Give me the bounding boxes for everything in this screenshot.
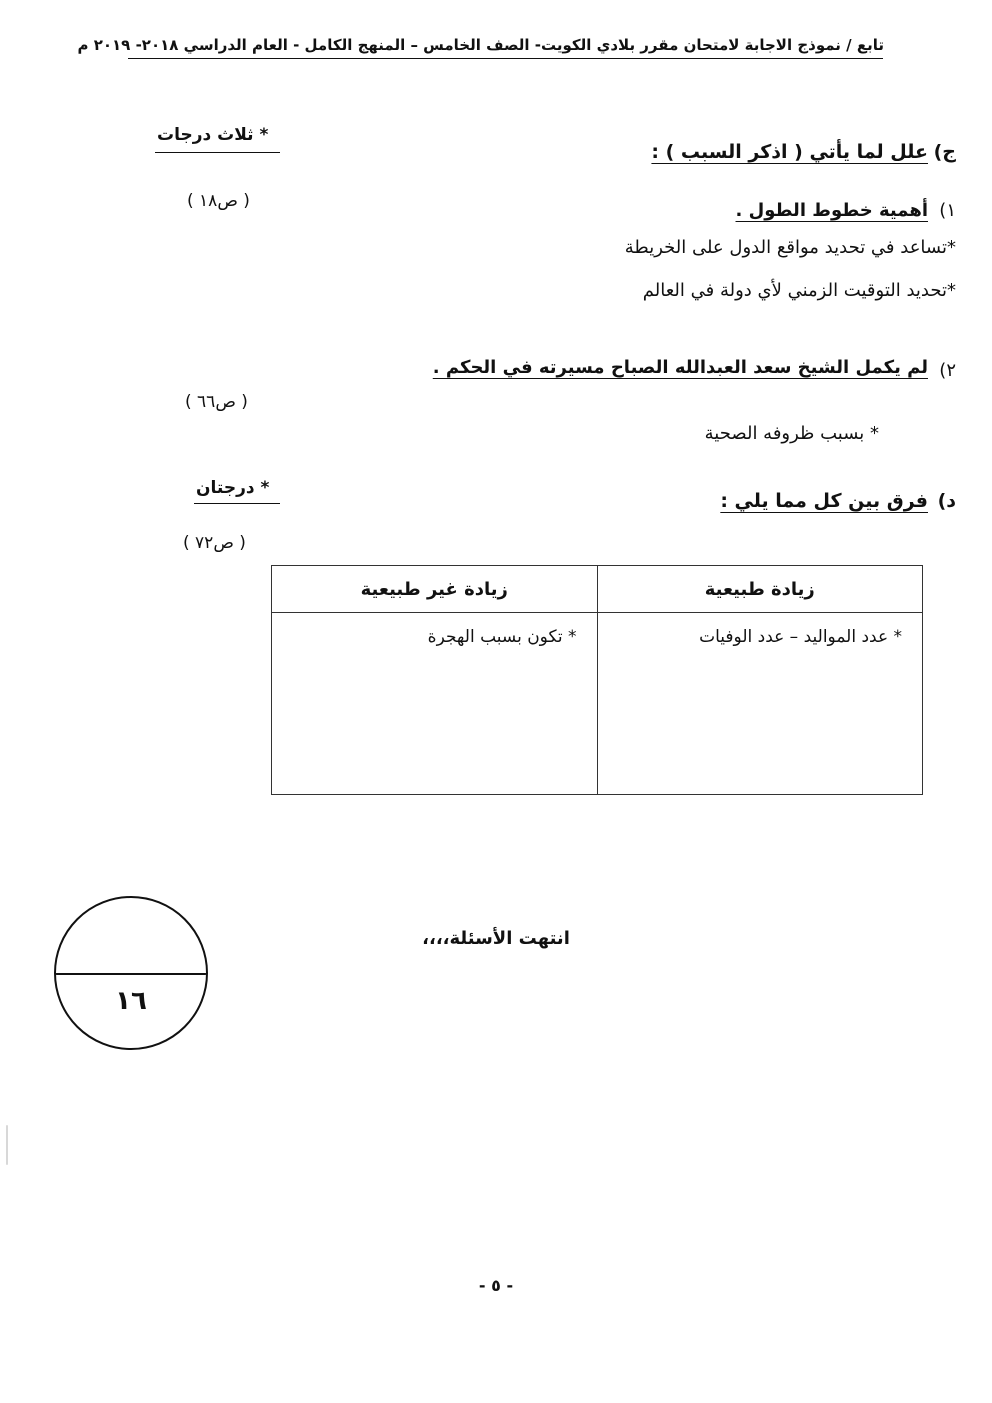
- question-2-text: لم يكمل الشيخ سعد العبدالله الصباح مسيرته في الحكم .: [432, 357, 928, 378]
- table-cell-unnatural-increase: * تكون بسبب الهجرة: [272, 613, 598, 795]
- page-header-title: تابع / نموذج الاجابة لامتحان مقرر بلادي الكويت- الصف الخامس – المنهج الكامل - العام الدراسي ٢٠١٨- ٢٠١٩ م: [77, 36, 884, 54]
- question-1-answer-2: *تحديد التوقيت الزمني لأي دولة في العالم: [642, 280, 956, 301]
- scan-artifact: [6, 1125, 8, 1165]
- section-d-grade-underline: [194, 503, 280, 504]
- section-d-page-ref: ( ص٧٢ ): [183, 533, 246, 553]
- question-2-number: ٢): [939, 360, 956, 381]
- score-value: ١٦: [115, 986, 147, 1016]
- header-divider: [128, 58, 883, 59]
- question-1-answer-1: *تساعد في تحديد مواقع الدول على الخريطة: [624, 237, 956, 258]
- score-circle: [54, 896, 208, 1050]
- page-number: - ٥ -: [478, 1276, 514, 1295]
- table-cell-natural-increase: * عدد المواليد – عدد الوفيات: [597, 613, 923, 795]
- question-1-number: ١): [939, 200, 956, 221]
- score-circle-divider: [56, 973, 206, 975]
- section-c-label: ج): [933, 141, 956, 163]
- question-2-page-ref: ( ص٦٦ ): [185, 392, 248, 412]
- section-d-title: فرق بين كل مما يلي :: [720, 490, 928, 512]
- end-of-questions-note: انتهت الأسئلة،،،،: [422, 928, 570, 949]
- table-header-natural-increase: زيادة طبيعية: [597, 566, 923, 613]
- comparison-table: [271, 565, 923, 795]
- section-c-title: علل لما يأتي ( اذكر السبب ) :: [651, 141, 928, 163]
- section-d-label: د): [937, 490, 956, 512]
- table-row: [272, 613, 923, 795]
- section-d-grade: * درجتان: [196, 478, 270, 498]
- question-1-text: أهمية خطوط الطول .: [735, 200, 928, 221]
- question-1-page-ref: ( ص١٨ ): [187, 191, 250, 211]
- table-header-unnatural-increase: زيادة غير طبيعية: [272, 566, 598, 613]
- section-c-grade: * ثلاث درجات: [157, 125, 269, 145]
- section-c-grade-underline: [155, 152, 280, 153]
- table-header-row: [272, 566, 923, 613]
- question-2-answer-1: * بسبب ظروفه الصحية: [704, 423, 879, 444]
